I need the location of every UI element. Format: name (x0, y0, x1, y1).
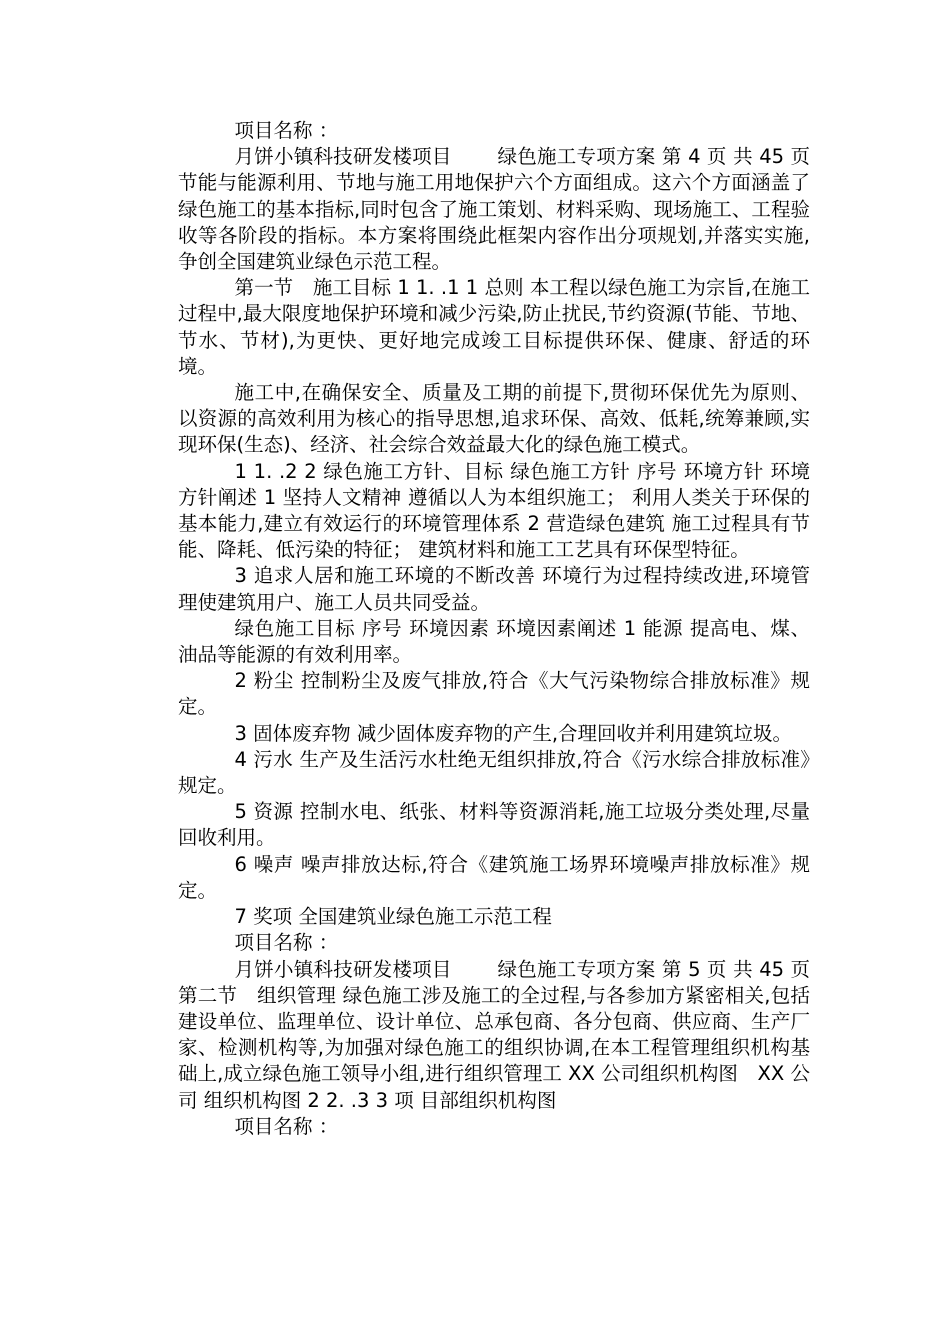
project-name-label-2: 项目名称 ： (234, 931, 339, 955)
target-item-sewage: 4 污水 生产及生活污水杜绝无组织排放,符合《污水综合排放标准》规定。 (178, 747, 810, 798)
construction-principle-paragraph: 施工中,在确保安全、质量及工期的前提下,贯彻环保优先为原则、以资源的高效利用为核心的指导思想,追求环保、高效、低耗,统筹兼顾,实现环保(生态)、经济、社会综合效益最大化的绿色施工模式。 (178, 381, 810, 457)
target-item-noise: 6 噪声 噪声排放达标,符合《建筑施工场界环境噪声排放标准》规定。 (178, 852, 810, 902)
page-5-organization-paragraph: 月饼小镇科技研发楼项目 绿色施工专项方案 第 5 页 共 45 页 第二节 组织管理 绿色施工涉及施工的全过程,与各参加方紧密相关,包括建设单位、监理单位、设计单位、总承包商、各分包商、供应商、生产厂家、检测机构等,为加强对绿色施工的组织协调,在本工程管理组织机构基础上,成立绿色施工领导小组,进行组织管理工 XX 公司组织机构图 XX 公司 组织机构图 2 2. .3 3 项 目部组织机构图 (178, 957, 810, 1112)
target-item-resources: 5 资源 控制水电、纸张、材料等资源消耗,施工垃圾分类处理,尽量回收利用。 (178, 800, 810, 850)
project-name-label-3: 项目名称 ： (234, 1114, 339, 1138)
page-4-header-paragraph: 月饼小镇科技研发楼项目 绿色施工专项方案 第 4 页 共 45 页 节能与能源利用、节地与施工用地保护六个方面组成。这六个方面涵盖了绿色施工的基本指标,同时包含了施工策划、材料采购、现场施工、工程验收等各阶段的指标。本方案将围绕此框架内容作出分项规划,并落实实施,争创全国建筑业绿色示范工程。 (178, 145, 810, 274)
project-name-label-1: 项目名称 ： (234, 119, 339, 142)
document-body (178, 118, 810, 1140)
target-item-solid-waste: 3 固体废弃物 减少固体废弃物的产生,合理回收并利用建筑垃圾。 (234, 721, 793, 745)
target-item-dust: 2 粉尘 控制粉尘及废气排放,符合《大气污染物综合排放标准》规定。 (178, 669, 810, 719)
policy-item-3-paragraph: 3 追求人居和施工环境的不断改善 环境行为过程持续改进,环境管理使建筑用户、施工人员共同受益。 (178, 564, 810, 614)
green-policy-paragraph: 1 1. .2 2 绿色施工方针、目标 绿色施工方针 序号 环境方针 环境方针阐述 1 坚持人文精神 遵循以人为本组织施工； 利用人类关于环保的基本能力,建立有效运行的环境管理体系 2 营造绿色建筑 施工过程具有节能、降耗、低污染的特征； 建筑材料和施工工艺具有环保型特征。 (178, 459, 810, 562)
target-item-award: 7 奖项 全国建筑业绿色施工示范工程 (234, 905, 552, 929)
green-target-paragraph: 绿色施工目标 序号 环境因素 环境因素阐述 1 能源 提高电、煤、油品等能源的有效利用率。 (178, 616, 810, 667)
section-1-goals-paragraph: 第一节 施工目标 1 1. .1 1 总则 本工程以绿色施工为宗旨,在施工过程中,最大限度地保护环境和减少污染,防止扰民,节约资源(节能、节地、节水、节材),为更快、更好地完成竣工目标提供环保、健康、舒适的环境。 (178, 276, 810, 378)
